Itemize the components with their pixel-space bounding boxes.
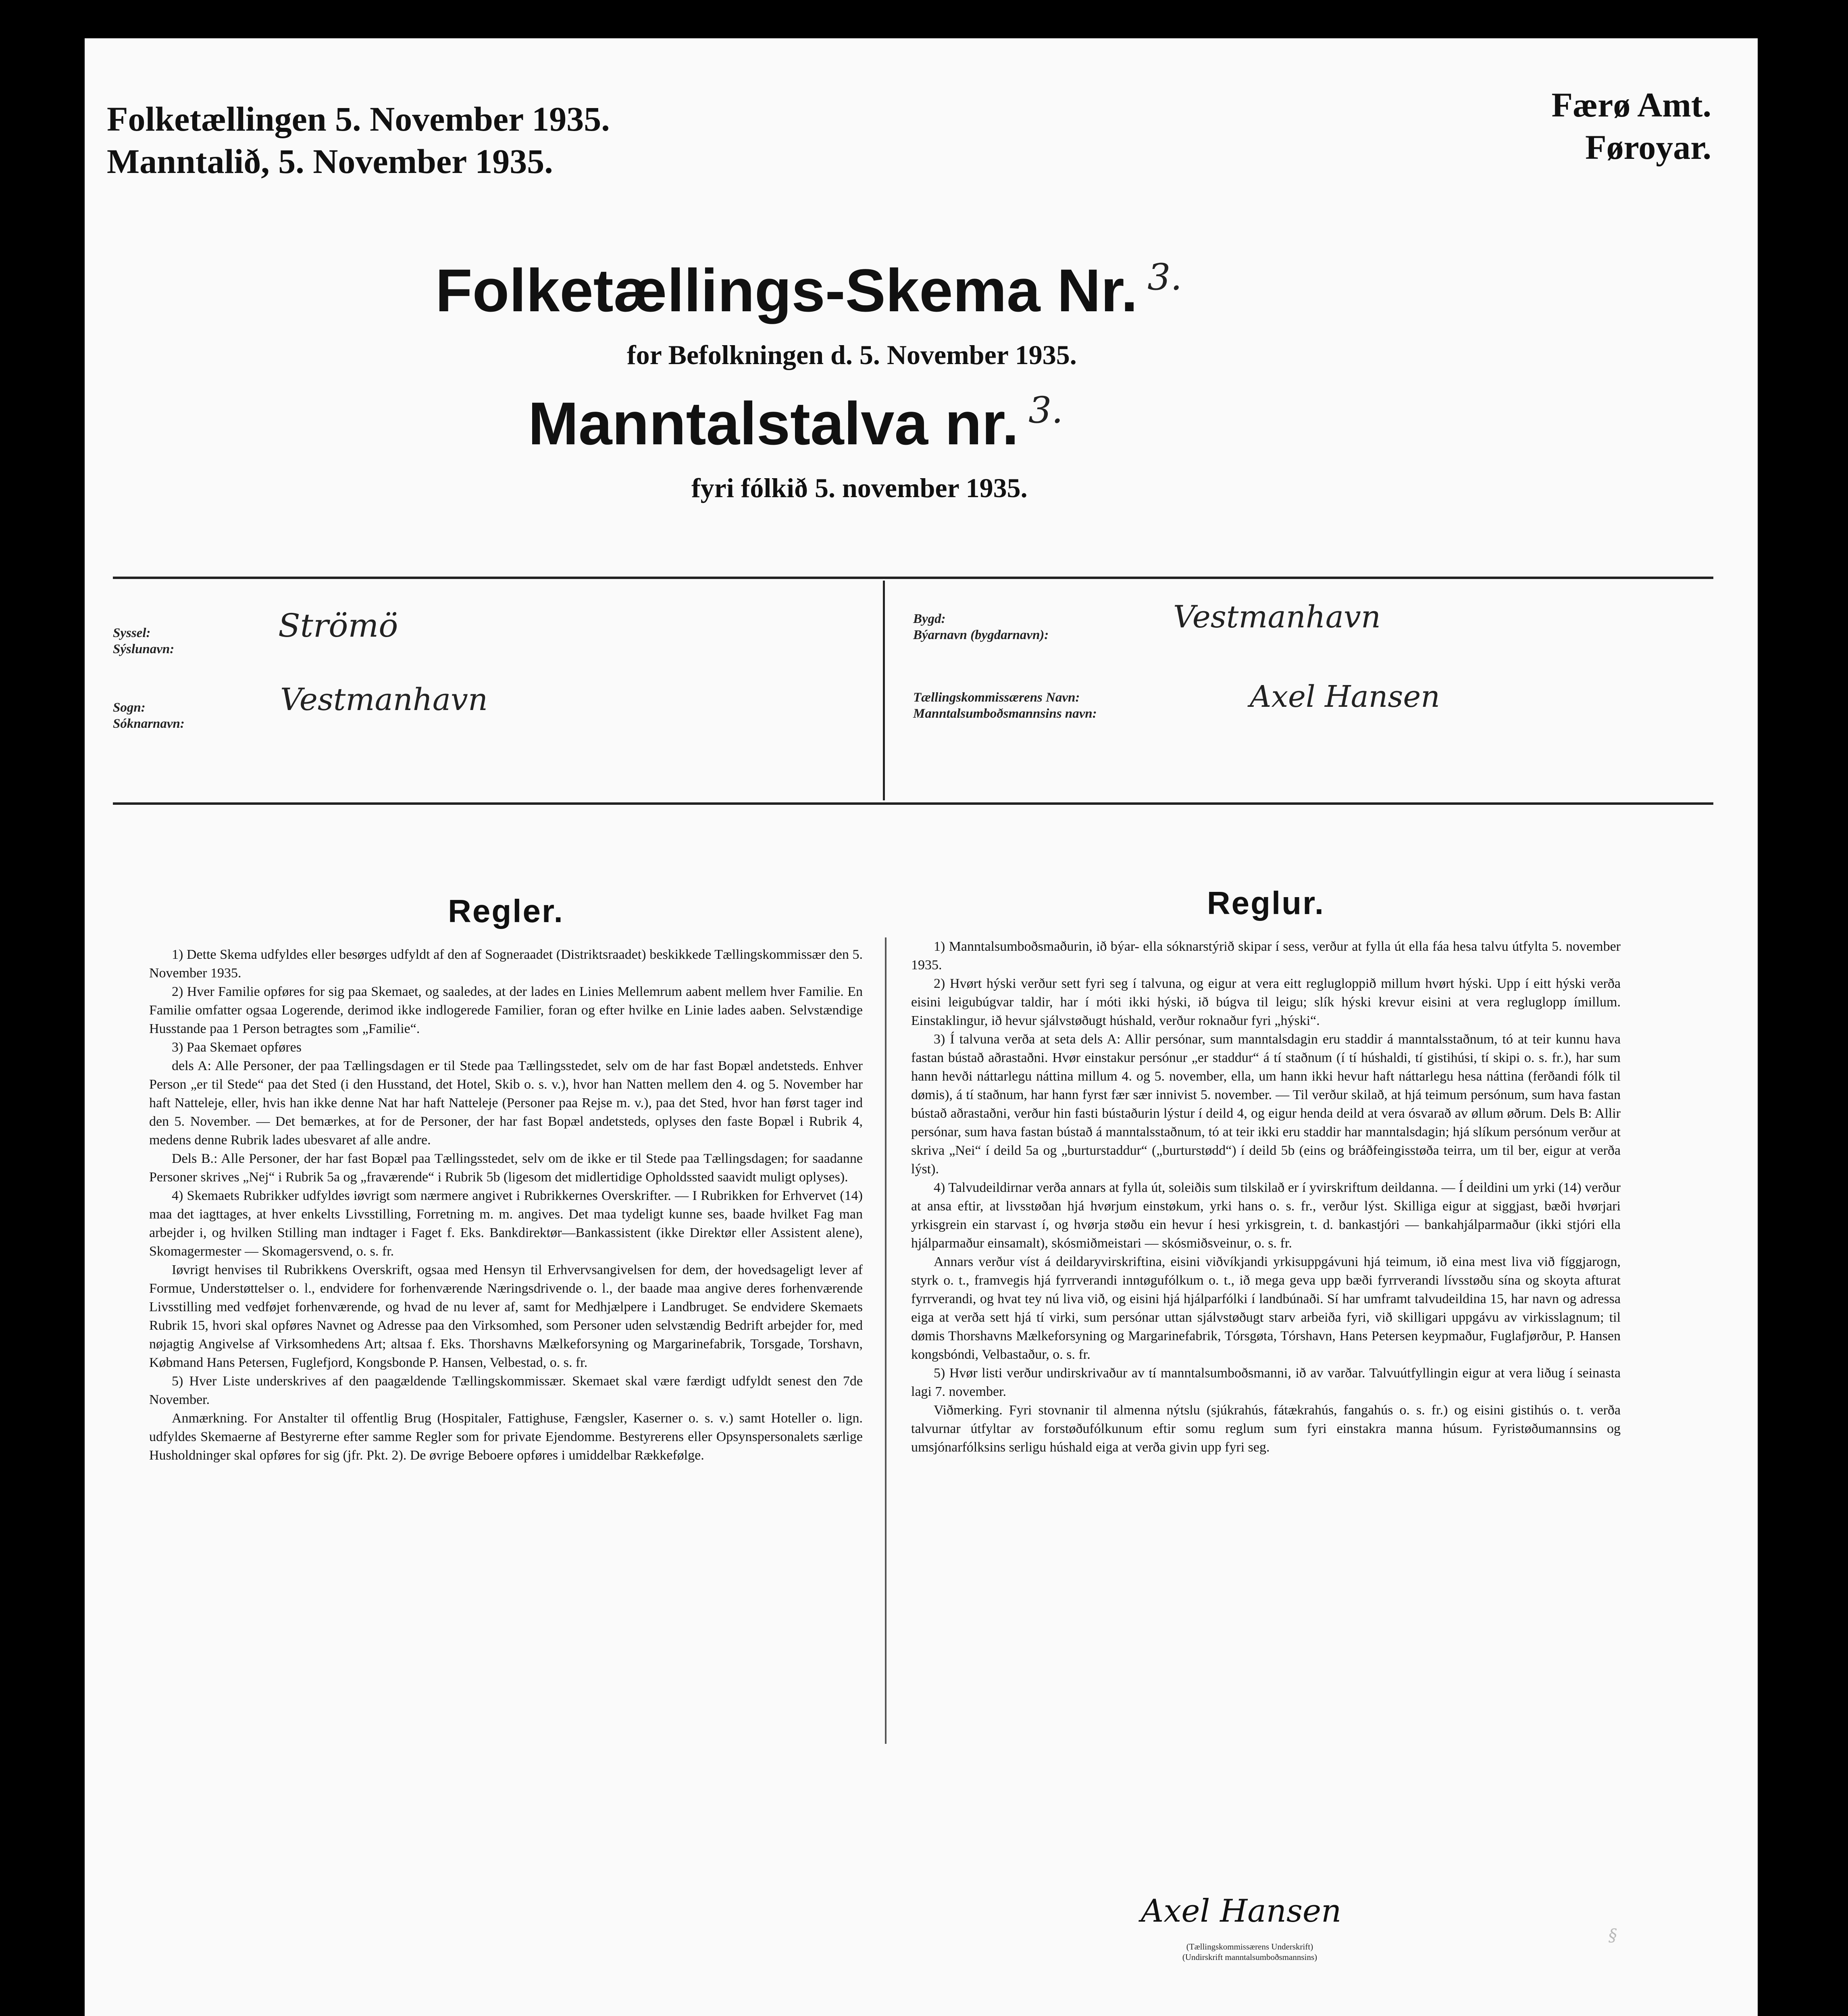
sogn-label bbox=[113, 700, 185, 732]
header-right-line1: Færø Amt. bbox=[1551, 85, 1711, 124]
regler-note: Anmærkning. For Anstalter til offentlig Brug (Hospitaler, Fattighuse, Fængsler, Kaserner o. s. v.) samt Hoteller o. lign. udfyldes Skemaerne af Bestyrerne efter samme Regler som for private Ejendomme. Bestyrerens eller Opsynspersonalets særlige Husholdninger skal opføres for sig (jfr. Pkt. 2). De øvrige Beboere opføres i umiddelbar Rækkefølge. bbox=[149, 1411, 863, 1463]
regler-rule-1: 1) Dette Skema udfyldes eller besørges udfyldt af den af Sogneraadet (Distriktsraadet) beskikkede Tællingskommissær den 5. November 1935. bbox=[149, 947, 863, 981]
field-box-top-rule bbox=[113, 577, 1713, 579]
bleed-through-mark: § bbox=[1609, 1925, 1617, 1945]
sogn-value: Vestmanhavn bbox=[280, 681, 488, 717]
signature-caption-line2: (Undirskrift manntalsumboðsmannsins) bbox=[1182, 1952, 1317, 1962]
sysselnavn-label-line1: Syssel: bbox=[113, 626, 151, 640]
bygd-label-line1: Bygd: bbox=[913, 612, 946, 626]
sysselnavn-value: Strömö bbox=[278, 607, 398, 644]
regler-rule-3-a: dels A: Alle Personer, der paa Tællingsdagen er til Stede paa Tællingsstedet, selv om de har fast Bopæl andetsteds. Enhver Person „er til Stede“ paa det Sted (i den Husstand, det Hotel, Skib o. s. v.), hvor han Natten mellem den 4. og 5. November har haft Natteleje, eller, hvis han ikke denne Nat har haft Natteleje (Personer paa Rejse m. v.), paa det Sted, hvor han først tager ind den 5. November. — Det bemærkes, at for de Personer, der har fast Bopæl andetsteds, oplyses den faste Bopæl i Rubrik 4, medens denne Rubrik lades ubesvaret af alle andre. bbox=[149, 1058, 863, 1148]
regler-column bbox=[149, 893, 863, 1465]
field-box-bottom-rule bbox=[113, 802, 1713, 805]
sogn-label-line1: Sogn: bbox=[113, 700, 146, 715]
reglur-rule-5: 5) Hvør listi verður undirskrivaður av tí manntalsumboðsmanni, ið av varðar. Talvuútfyllingin eigur at vera liðug í seinasta lagi 7. november. bbox=[911, 1366, 1621, 1399]
header-left-line2: Manntalið, 5. November 1935. bbox=[107, 142, 553, 181]
reglur-rule-1: 1) Manntalsumboðsmaðurin, ið býar- ella sóknarstýrið skipar í sess, verður at fylla út ella fáa hesa talvu útfylta 5. november 1935. bbox=[911, 939, 1621, 973]
manntal-subtitle: fyri fólkið 5. november 1935. bbox=[691, 473, 1028, 503]
reglur-rule-3: 3) Í talvuna verða at seta dels A: Allir persónar, sum manntalsdagin eru staddir á manntalsstaðnum, tó at teir kunnu hava fastan bústað aðrastaðni. Hvør einstakur persónur „er staddur“ á tí staðnum (í tí húshaldi, tí gistihúsi, tí skipi o. s. fr.), har sum hann hevði náttarlegu náttina millum 4. og 5. november, ella, um hann ikki hevur haft náttarlegu hesa náttina (ferðandi fólk til dømis), á tí staðnum, har hann fyrst fær sær innivist 5. november. — Til verður skilað, at hjá teimum persónum, sum hava fastan bústað aðrastaðni, verður hin fasti bústaðurin lýstur í deild 4, og eigur henda deild at vera ósvarað av øllum øðrum. Dels B: Allir persónar, sum hava fastan bústað á manntalsstaðnum, tó at teir ikki eru staddir har manntalsdagin; hjá slíkum persónum verður at skriva „Nei“ í deild 5a og „burturstaddur“ („burturstødd“) í deild 5b (eins og bráðfeingisstøða teirra, um til ber, eigur at verða lýst). bbox=[911, 1032, 1621, 1177]
columns-divider bbox=[885, 937, 887, 1744]
sogn-label-line2: Sóknarnavn: bbox=[113, 716, 185, 731]
regler-rule-4: 4) Skemaets Rubrikker udfyldes iøvrigt som nærmere angivet i Rubrikkernes Overskrifter. — I Rubrikken for Erhvervet (14) maa det iagttages, at hver enkelts Livsstilling, Forretning m. m. angives. Det maa tydeligt kunne ses, baade hvilket Fag man arbejder i, og hvilken Stilling man indtager i Faget f. Eks. Bankdirektør—Bankassistent (ikke Direktør eller Assistent alene), Skomagermester — Skomagersvend, o. s. fr. bbox=[149, 1188, 863, 1259]
header-right-line2: Føroyar. bbox=[1585, 128, 1711, 167]
reglur-rule-2: 2) Hvørt hýski verður sett fyri seg í talvuna, og eigur at vera eitt reglugloppið millum hvørt hýski. Upp í eitt hýski verða eisini leigubúgvar taldir, har í móti ikki hýski, ið búgva til leigu; slík hýski krevur eisini at vera regluglopp ímillum. Einstaklingur, ið hevur sjálvstøðugt húshald, verður roknaður fyri „hýski“. bbox=[911, 976, 1621, 1028]
schema-title: Folketællings-Skema Nr. bbox=[435, 256, 1138, 324]
kommissaer-value: Axel Hansen bbox=[1250, 679, 1440, 714]
reglur-heading: Reglur. bbox=[1207, 885, 1325, 921]
census-form-sheet bbox=[85, 38, 1758, 2016]
regler-heading: Regler. bbox=[448, 893, 564, 929]
bygd-value: Vestmanhavn bbox=[1173, 599, 1381, 635]
sysselnavn-label bbox=[113, 625, 174, 657]
manntal-number: 3. bbox=[1028, 389, 1063, 431]
signature-handwritten: Axel Hansen bbox=[1141, 1893, 1342, 1929]
reglur-rule-4-cont: Annars verður víst á deildaryvirskriftina, eisini viðvíkjandi yrkisuppgávuni hjá teimum, ið eina mest liva við fíggjarogn, styrk o. t., framvegis hjá fyrrverandi inntøgufólkum o. t., ið mega geva upp bæði fyrrverandi lívsstøðu sína og skoyta afturat fyrrverandi, og hvat tey nú liva við, og eisini hjá hjálparfólki í landbúnaði. Sí har umframt talvudeildina 15, har navn og adressa eiga at verða sett hjá tí virki, sum persónar uttan sjálvstøðugt starv arbeiða fyri, við skilligari uppgávu av virkisslagnum; til dømis Thorshavns Mælkeforsyning og Margarinefabrik, Tórsgøta, Tórshavn, Hans Petersen keypmaður, Fuglafjørður, P. Hansen kongsbóndi, Velbastaður, o. s. fr. bbox=[911, 1254, 1621, 1362]
regler-rule-3-intro: 3) Paa Skemaet opføres bbox=[172, 1040, 302, 1055]
manntal-title-row bbox=[528, 389, 1063, 458]
bygd-label bbox=[913, 611, 1049, 643]
regler-rule-2: 2) Hver Familie opføres for sig paa Skemaet, og saaledes, at der lades en Linies Mellemrum aabent mellem hver Familie. En Familie omfatter ogsaa Logerende, derimod ikke indlogerede Familier, foran og efter hvilke en Linie lades aaben. Selvstændige Husstande paa 1 Person betragtes som „Familie“. bbox=[149, 984, 863, 1036]
reglur-rule-4: 4) Talvudeildirnar verða annars at fylla út, soleiðis sum tilskilað er í yvirskriftum deildanna. — Í deildini um yrki (14) verður at ansa eftir, at livsstøðan hjá hvørjum einstøkum, yrki hans o. s. fr., verður lýst. Skilliga eigur at siggjast, bæði hvørjari yrkisgrein ein starvast í, og hvørja støðu ein hevur í hesi yrkisgrein, t. d. bankastjóri — bankahjálparmaður (ikki stjóri ella hjálparmaður einsamalt), skósmiðmeistari — skósmiðsveinur, o. s. fr. bbox=[911, 1180, 1621, 1251]
bygd-label-line2: Býarnavn (bygdarnavn): bbox=[913, 628, 1049, 642]
regler-rule-3-b: Dels B.: Alle Personer, der har fast Bopæl paa Tællingsstedet, selv om de ikke er til Stede paa Tællingsdagen; for saadanne Personer skrives „Nej“ i Rubrik 5a og „fraværende“ i Rubrik 5b (ligesom det midlertidige Opholdssted saavidt muligt oplyses). bbox=[149, 1151, 863, 1185]
kommissaer-label-line1: Tællingskommissærens Navn: bbox=[913, 690, 1080, 705]
header-left-line1: Folketællingen 5. November 1935. bbox=[107, 100, 610, 138]
signature-caption bbox=[1117, 1941, 1383, 1962]
kommissaer-label-line2: Manntalsumboðsmannsins navn: bbox=[913, 706, 1097, 721]
signature-caption-line1: (Tællingskommissærens Underskrift) bbox=[1186, 1942, 1313, 1951]
sysselnavn-label-line2: Sýslunavn: bbox=[113, 642, 175, 656]
regler-rule-5: 5) Hver Liste underskrives af den paagældende Tællingskommissær. Skemaet skal være færdigt udfyldt senest den 7de November. bbox=[149, 1374, 863, 1407]
schema-subtitle: for Befolkningen d. 5. November 1935. bbox=[627, 339, 1077, 370]
manntal-title: Manntalstalva nr. bbox=[528, 389, 1019, 457]
regler-rule-4-cont: Iøvrigt henvises til Rubrikkens Overskrift, ogsaa med Hensyn til Erhvervsangivelsen for dem, der hovedsageligt lever af Formue, Understøttelser o. l., endvidere for forhenværende Næringsdrivende o. l., der baade maa angive deres forhenværende Livsstilling med vedføjet forhenværende, og hvad de nu lever af, samt for Medhjælpere i Landbruget. Se endvidere Skemaets Rubrik 15, hvori skal opføres Navnet og Adresse paa den Virksomhed, som Personer uden selvstændig Bedrift arbejder for, med nøjagtig Angivelse af Virksomhedens Art; altsaa f. Eks. Thorshavns Mælkeforsyning og Margarinefabrik, Torsgade, Torshavn, Købmand Hans Petersen, Fuglefjord, Kongsbonde P. Hansen, Velbestad, o. s. fr. bbox=[149, 1262, 863, 1370]
schema-title-row bbox=[435, 256, 1182, 325]
kommissaer-label bbox=[913, 689, 1097, 722]
field-box-divider bbox=[883, 581, 885, 800]
reglur-note: Viðmerking. Fyri stovnanir til almenna nýtslu (sjúkrahús, fátækrahús, fangahús o. s. fr.) og eisini gistihús o. t. verða talvurnar útfyltar av forstøðufólkunum eftir somu reglum sum fyri einstakra manna húsum. Fyristøðumannsins og umsjónarfólksins serligu húshald eiga at verða givin upp fyri seg. bbox=[911, 1403, 1621, 1455]
schema-number: 3. bbox=[1147, 256, 1182, 298]
reglur-column bbox=[911, 885, 1621, 1457]
